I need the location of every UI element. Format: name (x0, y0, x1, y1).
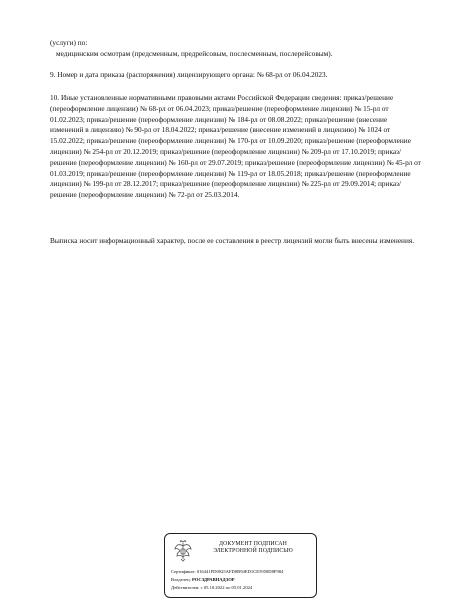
certificate-value: 016441FD0025AFD0B94ED1CE5958D8F984 (196, 569, 284, 574)
stamp-heading (197, 541, 309, 556)
owner-label: Владелец: (171, 577, 191, 582)
validity-line (171, 585, 252, 591)
validity-value: с 05.10.2022 по 05.01.2024 (200, 585, 253, 590)
order-number-paragraph: 9. Номер и дата приказа (распоряжения) лицензирующего органа: № 68-рл от 06.04.2023. (50, 70, 328, 79)
owner-line (171, 577, 235, 583)
certificate-line (171, 569, 283, 575)
stamp-heading-line2: ЭЛЕКТРОННОЙ ПОДПИСЬЮ (213, 548, 293, 555)
certificate-label: Сертификат: (171, 569, 196, 574)
validity-label: Действителен: (171, 585, 200, 590)
services-paragraph (50, 38, 422, 60)
coat-of-arms-icon (173, 540, 193, 562)
services-description: медицинским осмотрам (предсменным, предрейсовым, послесменным, послерейсовым). (56, 48, 333, 58)
electronic-signature-stamp (164, 533, 317, 598)
disclaimer-note: Выписка носит информационный характер, после ее составления в реестр лицензий могли быть внесены изменения. (50, 236, 415, 245)
other-info-paragraph: 10. Иные установленные нормативными правовыми актами Российской Федерации сведения: приказ/решение (переоформление лицензии) № 68-рл от 06.04.2023; приказ/решение (переоформление лицензии) № 15-рл от 01.02.2023; приказ/решение (переоформление лицензии) № 184-рл от 08.08.2022; приказ/решение (внесение изменений в лицензию) № 90-рл от 18.04.2022; приказ/решение (внесение изменений в лицензию) № 1024 от 15.02.2022; приказ/решение (переоформление лицензии) № 170-рл от 10.09.2020; приказ/решение (переоформление лицензии) № 254-рл от 20.12.2019; приказ/решение (переоформление лицензии) № 209-рл от 17.10.2019; приказ/решение (переоформление лицензии) № 160-рл от 29.07.2019; приказ/решение (переоформление лицензии) № 45-рл от 01.03.2019; приказ/решение (переоформление лицензии) № 119-рл от 18.05.2018; приказ/решение (переоформление лицензии) № 199-рл от 28.12.2017; приказ/решение (переоформление лицензии) № 225-рл от 29.09.2014; приказ/решение (переоформление лицензии) № 72-рл от 25.03.2014. (50, 93, 421, 200)
services-label: (услуги) по: (50, 38, 88, 47)
owner-value: РОСЗДРАВНАДЗОР (192, 577, 235, 582)
stamp-heading-line1: ДОКУМЕНТ ПОДПИСАН (219, 541, 287, 547)
